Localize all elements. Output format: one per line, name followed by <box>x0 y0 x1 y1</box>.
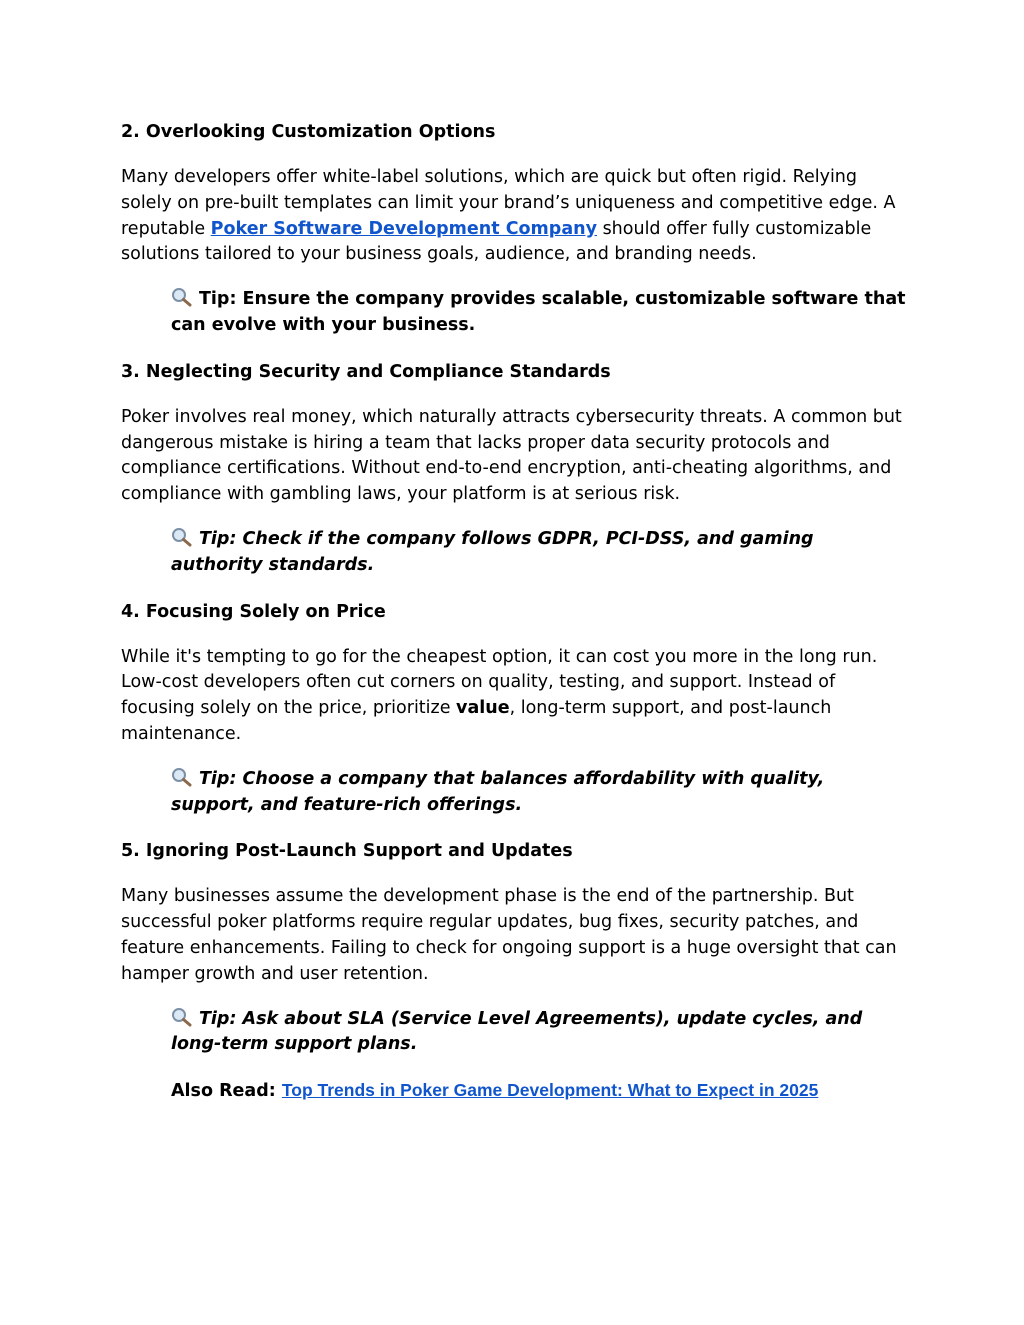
section-heading-security: 3. Neglecting Security and Compliance Standards <box>121 361 611 382</box>
also-read-label: Also Read: <box>171 1081 282 1102</box>
tip-text: Tip: Ask about SLA (Service Level Agreements), update cycles, and long-term support plans. <box>171 1008 863 1055</box>
tip-customization <box>171 287 911 339</box>
tip-text: Tip: Check if the company follows GDPR, PCI-DSS, and gaming authority standards. <box>171 528 814 575</box>
paragraph-text: , long-term support, and post-launch maintenance. <box>121 698 832 744</box>
paragraph-text: should offer fully customizable solutions tailored to your business goals, audience, and branding needs. <box>121 218 872 265</box>
section-paragraph-customization <box>121 165 911 268</box>
magnifying-glass-icon <box>171 527 193 547</box>
also-read <box>171 1077 911 1104</box>
tip-text: Tip: Choose a company that balances affordability with quality, support, and feature-rich offerings. <box>171 768 825 815</box>
tip-support <box>171 1007 911 1059</box>
magnifying-glass-icon <box>171 287 193 307</box>
paragraph-text: Many developers offer white-label solutions, which are quick but often rigid. Relying solely on pre-built templates can limit your brand’s uniqueness and competitive edge. A reputable <box>121 167 896 239</box>
section-paragraph-support: Many businesses assume the development phase is the end of the partnership. But successful poker platforms require regular updates, bug fixes, security patches, and feature enhancements. Failing to check for ongoing support is a huge oversight that can hamper growth and user retention. <box>121 886 897 984</box>
bold-word-value: value <box>456 698 510 719</box>
poker-software-company-link[interactable]: Poker Software Development Company <box>210 218 597 239</box>
magnifying-glass-icon <box>171 1007 193 1027</box>
section-paragraph-price <box>121 645 911 748</box>
paragraph-text: While it's tempting to go for the cheapest option, it can cost you more in the long run. Low-cost developers often cut corners on quality, testing, and support. Instead of focusing solely on the price, prioritize <box>121 646 878 719</box>
tip-price <box>171 767 911 819</box>
magnifying-glass-icon <box>171 767 193 787</box>
tip-text: Tip: Ensure the company provides scalable, customizable software that can evolve with your business. <box>171 289 906 335</box>
document-content <box>121 118 911 1104</box>
section-paragraph-security: Poker involves real money, which naturally attracts cybersecurity threats. A common but dangerous mistake is hiring a team that lacks proper data security protocols and compliance certifications. Without end-to-end encryption, anti-cheating algorithms, and compliance with gambling laws, your platform is at serious risk. <box>121 406 902 505</box>
also-read-link[interactable]: Top Trends in Poker Game Development: What to Expect in 2025 <box>281 1080 819 1101</box>
tip-security <box>171 527 911 579</box>
section-heading-price: 4. Focusing Solely on Price <box>121 601 386 622</box>
section-heading-support: 5. Ignoring Post-Launch Support and Updates <box>121 841 573 862</box>
section-heading-customization: 2. Overlooking Customization Options <box>121 122 496 142</box>
